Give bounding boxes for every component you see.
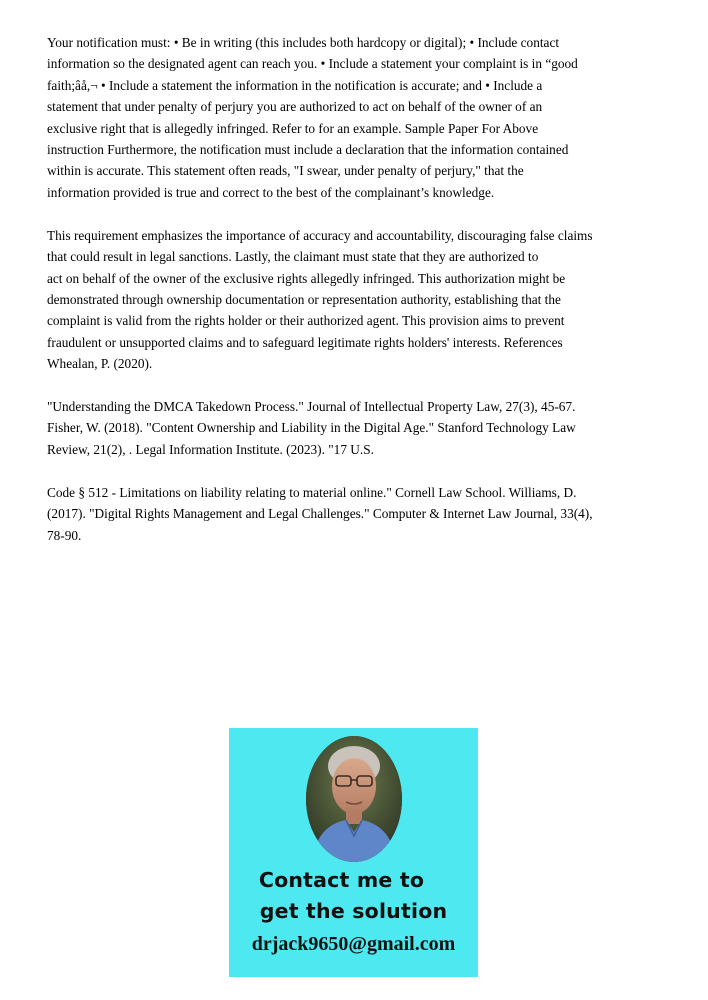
document-body xyxy=(47,32,647,568)
paragraph-3 xyxy=(47,396,647,460)
paragraph-1 xyxy=(47,32,647,203)
text-line: (2017). "Digital Rights Management and Legal Challenges." Computer & Internet Law Journal, 33(4), xyxy=(47,506,593,522)
text-line: instruction Furthermore, the notification must include a declaration that the information contained xyxy=(47,141,569,157)
text-line: information provided is true and correct to the best of the complainant’s knowledge. xyxy=(47,184,495,200)
text-line: Review, 21(2), . Legal Information Institute. (2023). "17 U.S. xyxy=(47,441,374,457)
ad-headline-line1: Contact me to xyxy=(258,868,425,892)
text-line: exclusive right that is allegedly infringed. Refer to for an example. Sample Paper For Above xyxy=(47,120,539,136)
paragraph-2 xyxy=(47,225,647,375)
text-line: "Understanding the DMCA Takedown Process." Journal of Intellectual Property Law, 27(3), 45-67. xyxy=(47,399,576,415)
text-line: 78-90. xyxy=(47,527,82,543)
text-line: within is accurate. This statement often reads, "I swear, under penalty of perjury," that the xyxy=(47,163,524,179)
text-line: that could result in legal sanctions. Lastly, the claimant must state that they are authorized to xyxy=(47,249,539,265)
text-line: fraudulent or unsupported claims and to safeguard legitimate rights holders' interests. References xyxy=(47,334,563,350)
contact-ad-banner[interactable] xyxy=(229,728,478,977)
paragraph-4 xyxy=(47,482,647,546)
text-line: act on behalf of the owner of the exclusive rights allegedly infringed. This authorization might be xyxy=(47,270,566,286)
text-line: Your notification must: • Be in writing (this includes both hardcopy or digital); • Include contact xyxy=(47,35,560,50)
contact-email[interactable]: drjack9650@gmail.com xyxy=(251,933,456,955)
text-line: Code § 512 - Limitations on liability relating to material online." Cornell Law School. Williams, D. xyxy=(47,484,577,500)
text-line: complaint is valid from the rights holder or their authorized agent. This provision aims to prevent xyxy=(47,313,565,329)
text-line: information so the designated agent can reach you. • Include a statement your complaint is in “good xyxy=(47,56,578,72)
text-line: demonstrated through ownership documentation or representation authority, establishing that the xyxy=(47,291,561,307)
text-line: faith;âå,¬ • Include a statement the information in the notification is accurate; and • Include a xyxy=(47,77,543,93)
text-line: Whealan, P. (2020). xyxy=(47,356,153,372)
portrait-photo xyxy=(306,736,402,862)
text-line: statement that under penalty of perjury you are authorized to act on behalf of the owner of an xyxy=(47,99,543,115)
text-line: This requirement emphasizes the importance of accuracy and accountability, discouraging false claims xyxy=(47,227,593,243)
ad-headline-line2: get the solution xyxy=(259,899,448,923)
text-line: Fisher, W. (2018). "Content Ownership and Liability in the Digital Age." Stanford Technology Law xyxy=(47,420,576,436)
